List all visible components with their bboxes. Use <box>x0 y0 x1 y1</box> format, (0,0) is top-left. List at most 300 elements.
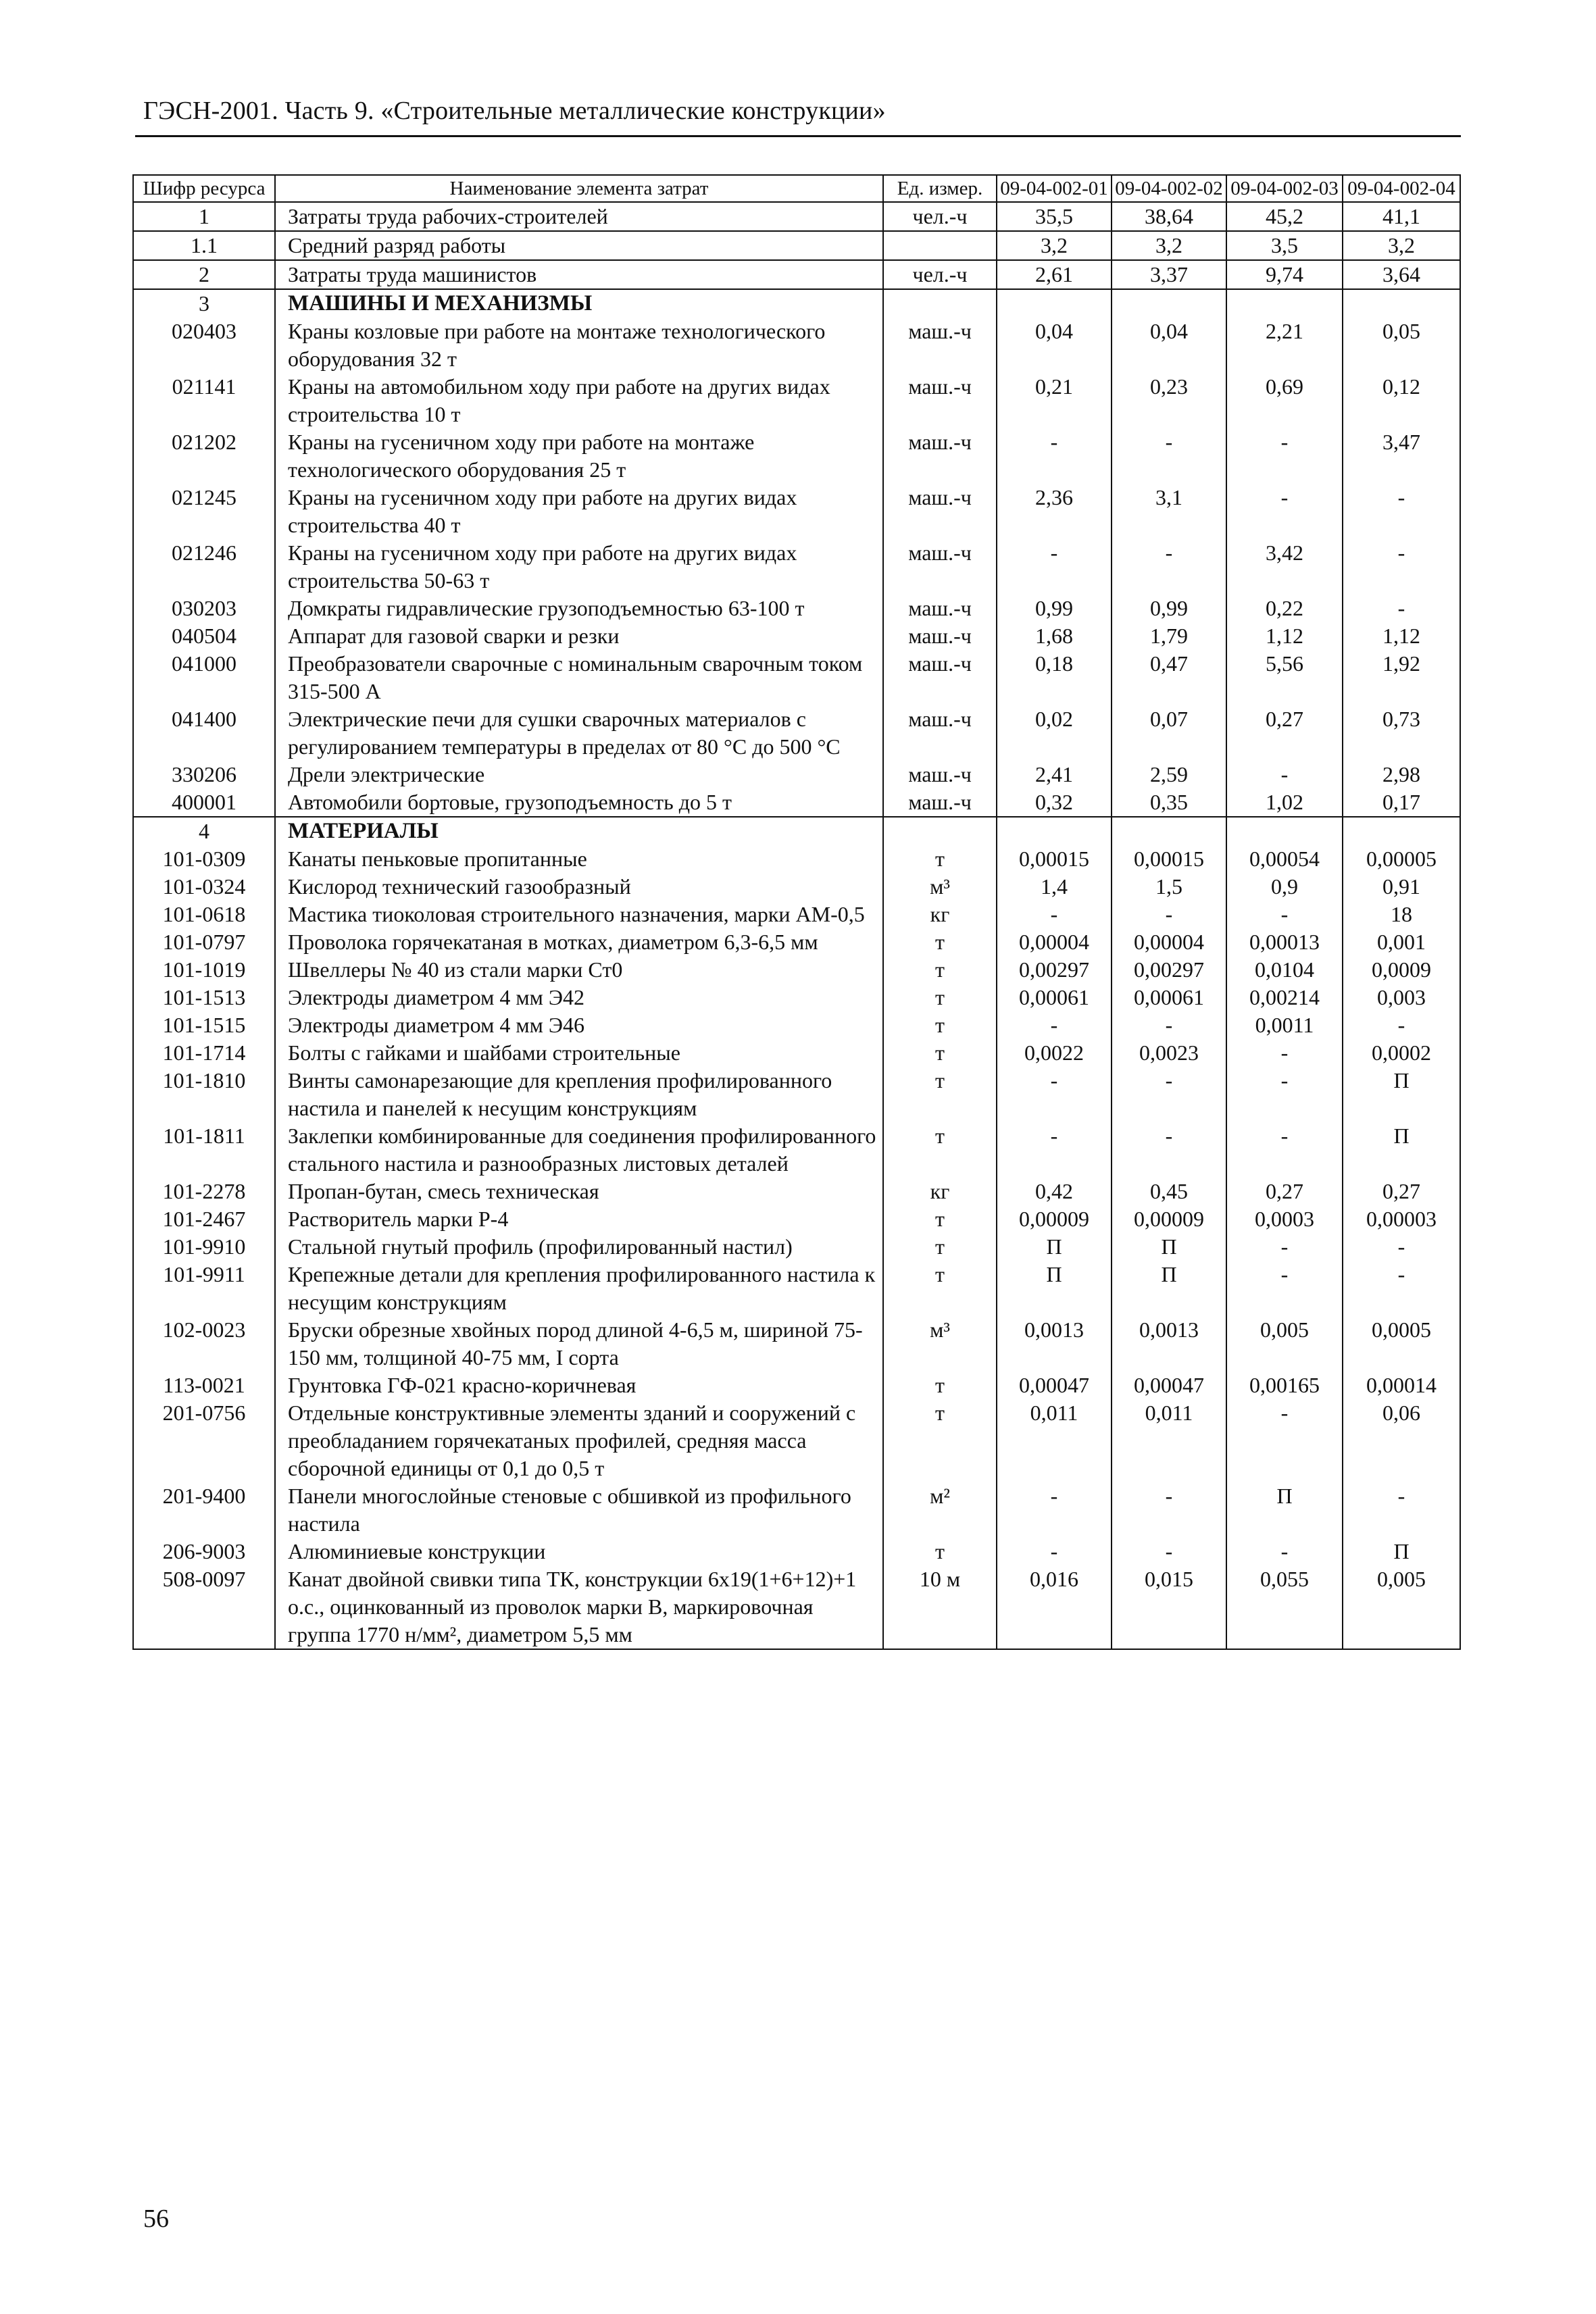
norm-value-cell: - <box>1343 1482 1460 1538</box>
norm-value-cell: - <box>1112 428 1226 484</box>
cost-element-name-cell: Крепежные детали для крепления профилированного настила к несущим конструкциям <box>275 1261 883 1316</box>
norm-value-cell: П <box>1112 1233 1226 1261</box>
unit-cell: т <box>883 956 997 984</box>
norm-value-cell: 0,9 <box>1226 873 1343 901</box>
norm-value-cell <box>997 817 1112 845</box>
table-header-row <box>133 175 1460 202</box>
cost-element-name-cell: Отдельные конструктивные элементы зданий и сооружений с преобладанием горячекатаных профилей, средняя масса сборочной единицы от 0,1 до 0,5 т <box>275 1399 883 1482</box>
norm-value-cell: 0,32 <box>997 788 1112 817</box>
norm-value-cell: 0,00054 <box>1226 845 1343 873</box>
unit-cell: т <box>883 1233 997 1261</box>
norm-value-cell: 0,00047 <box>1112 1372 1226 1399</box>
norm-value-cell <box>1226 817 1343 845</box>
resource-code-cell: 020403 <box>133 318 275 373</box>
cost-element-name-cell: Домкраты гидравлические грузоподъемностью 63-100 т <box>275 595 883 622</box>
resource-code-cell: 101-0618 <box>133 901 275 928</box>
norm-value-cell: - <box>1226 901 1343 928</box>
cost-element-name-cell: Заклепки комбинированные для соединения профилированного стального настила и разнообразных листовых деталей <box>275 1122 883 1178</box>
resource-code-cell: 021202 <box>133 428 275 484</box>
cost-element-name-cell: Грунтовка ГФ-021 красно-коричневая <box>275 1372 883 1399</box>
table-row <box>133 1178 1460 1205</box>
unit-cell: т <box>883 1122 997 1178</box>
cost-element-name-cell: Винты самонарезающие для крепления профилированного настила и панелей к несущим конструкциям <box>275 1067 883 1122</box>
norm-value-cell: 0,005 <box>1226 1316 1343 1372</box>
running-header: ГЭСН-2001. Часть 9. «Строительные металлические конструкции» <box>143 97 886 125</box>
norm-value-cell: 0,04 <box>1112 318 1226 373</box>
unit-cell <box>883 231 997 260</box>
norm-value-cell: - <box>997 1067 1112 1122</box>
table-row <box>133 873 1460 901</box>
cost-element-name-cell: Болты с гайками и шайбами строительные <box>275 1039 883 1067</box>
norm-value-cell: 0,0002 <box>1343 1039 1460 1067</box>
norm-value-cell: - <box>1226 1538 1343 1565</box>
table-row <box>133 1233 1460 1261</box>
norm-value-cell: - <box>1343 484 1460 539</box>
norm-value-cell <box>1343 289 1460 318</box>
cost-element-name-cell: Растворитель марки Р-4 <box>275 1205 883 1233</box>
norm-value-cell: П <box>1343 1067 1460 1122</box>
resource-code-cell: 201-9400 <box>133 1482 275 1538</box>
col-header-code: Шифр ресурса <box>133 175 275 202</box>
resource-code-cell: 101-9910 <box>133 1233 275 1261</box>
col-header-unit: Ед. измер. <box>883 175 997 202</box>
table-row <box>133 1039 1460 1067</box>
norm-value-cell: 3,47 <box>1343 428 1460 484</box>
norm-value-cell: 0,00047 <box>997 1372 1112 1399</box>
table-row <box>133 901 1460 928</box>
col-header-norm-3: 09-04-002-03 <box>1226 175 1343 202</box>
norm-value-cell: 0,0023 <box>1112 1039 1226 1067</box>
norm-value-cell: - <box>1343 1261 1460 1316</box>
table-row <box>133 1316 1460 1372</box>
resource-code-cell: 201-0756 <box>133 1399 275 1482</box>
norm-value-cell: 2,36 <box>997 484 1112 539</box>
table-row <box>133 1482 1460 1538</box>
table-row <box>133 788 1460 817</box>
norm-value-cell: - <box>1226 1261 1343 1316</box>
cost-element-name-cell: Алюминиевые конструкции <box>275 1538 883 1565</box>
resource-code-cell: 041000 <box>133 650 275 705</box>
table-row <box>133 1399 1460 1482</box>
table-row <box>133 260 1460 289</box>
cost-element-name-cell: Затраты труда машинистов <box>275 260 883 289</box>
norm-value-cell: 1,68 <box>997 622 1112 650</box>
norm-value-cell: 0,00009 <box>997 1205 1112 1233</box>
norm-value-cell <box>1343 817 1460 845</box>
table-row <box>133 622 1460 650</box>
resource-code-cell: 021141 <box>133 373 275 428</box>
norm-value-cell: 0,00009 <box>1112 1205 1226 1233</box>
norm-value-cell: 0,00003 <box>1343 1205 1460 1233</box>
cost-element-name-cell: Пропан-бутан, смесь техническая <box>275 1178 883 1205</box>
resource-code-cell: 101-9911 <box>133 1261 275 1316</box>
norm-value-cell: 0,0013 <box>1112 1316 1226 1372</box>
norm-value-cell: 3,37 <box>1112 260 1226 289</box>
norm-value-cell: 0,27 <box>1226 705 1343 761</box>
resource-code-cell: 101-1019 <box>133 956 275 984</box>
table-body <box>133 202 1460 1649</box>
table-row <box>133 705 1460 761</box>
norm-value-cell: 0,00004 <box>997 928 1112 956</box>
norm-value-cell: П <box>997 1261 1112 1316</box>
unit-cell: кг <box>883 1178 997 1205</box>
resource-code-cell: 101-0309 <box>133 845 275 873</box>
norm-value-cell: - <box>997 428 1112 484</box>
norm-value-cell: - <box>1112 1482 1226 1538</box>
norm-value-cell: - <box>1343 1011 1460 1039</box>
cost-element-name-cell: Автомобили бортовые, грузоподъемность до 5 т <box>275 788 883 817</box>
norm-value-cell: 0,27 <box>1343 1178 1460 1205</box>
norm-value-cell: 0,00015 <box>1112 845 1226 873</box>
norm-value-cell: 18 <box>1343 901 1460 928</box>
norm-value-cell: 5,56 <box>1226 650 1343 705</box>
norm-value-cell: 0,69 <box>1226 373 1343 428</box>
norm-value-cell: 0,17 <box>1343 788 1460 817</box>
norm-value-cell: 0,00297 <box>1112 956 1226 984</box>
norm-value-cell: - <box>997 1482 1112 1538</box>
cost-element-name-cell: Бруски обрезные хвойных пород длиной 4-6,5 м, шириной 75-150 мм, толщиной 40-75 мм, I сорта <box>275 1316 883 1372</box>
table-row <box>133 1565 1460 1649</box>
table-row <box>133 1122 1460 1178</box>
norm-value-cell: 0,011 <box>1112 1399 1226 1482</box>
header-rule <box>135 135 1461 137</box>
unit-cell: маш.-ч <box>883 761 997 788</box>
table-row <box>133 817 1460 845</box>
table-row <box>133 484 1460 539</box>
resource-code-cell: 021245 <box>133 484 275 539</box>
norm-value-cell: 0,00297 <box>997 956 1112 984</box>
norm-value-cell: 0,001 <box>1343 928 1460 956</box>
norm-value-cell: 0,12 <box>1343 373 1460 428</box>
unit-cell: т <box>883 928 997 956</box>
cost-element-name-cell: Электроды диаметром 4 мм Э46 <box>275 1011 883 1039</box>
norm-value-cell: 0,0009 <box>1343 956 1460 984</box>
cost-element-name-cell: Аппарат для газовой сварки и резки <box>275 622 883 650</box>
norm-value-cell: - <box>1112 1122 1226 1178</box>
cost-element-name-cell: Кислород технический газообразный <box>275 873 883 901</box>
table-row <box>133 928 1460 956</box>
resource-code-cell: 1 <box>133 202 275 231</box>
resource-code-cell: 021246 <box>133 539 275 595</box>
unit-cell: т <box>883 1538 997 1565</box>
norm-value-cell: 0,00061 <box>1112 984 1226 1011</box>
norm-value-cell: 0,06 <box>1343 1399 1460 1482</box>
unit-cell: маш.-ч <box>883 650 997 705</box>
col-header-norm-1: 09-04-002-01 <box>997 175 1112 202</box>
table-row <box>133 373 1460 428</box>
resource-code-cell: 508-0097 <box>133 1565 275 1649</box>
cost-element-name-cell: Краны козловые при работе на монтаже технологического оборудования 32 т <box>275 318 883 373</box>
table-row <box>133 318 1460 373</box>
norm-value-cell: 0,47 <box>1112 650 1226 705</box>
norm-value-cell <box>997 289 1112 318</box>
cost-element-name-cell: Краны на гусеничном ходу при работе на других видах строительства 40 т <box>275 484 883 539</box>
norm-value-cell: 0,99 <box>997 595 1112 622</box>
norm-value-cell: - <box>997 1011 1112 1039</box>
norm-value-cell: 2,98 <box>1343 761 1460 788</box>
norm-value-cell: 0,0011 <box>1226 1011 1343 1039</box>
norm-value-cell: 0,91 <box>1343 873 1460 901</box>
unit-cell: м² <box>883 1482 997 1538</box>
resource-code-cell: 101-1513 <box>133 984 275 1011</box>
unit-cell: маш.-ч <box>883 622 997 650</box>
norm-value-cell: 1,02 <box>1226 788 1343 817</box>
resource-code-cell: 330206 <box>133 761 275 788</box>
resource-code-cell: 113-0021 <box>133 1372 275 1399</box>
norm-value-cell: - <box>1343 595 1460 622</box>
norm-value-cell: 1,4 <box>997 873 1112 901</box>
norm-value-cell: 2,59 <box>1112 761 1226 788</box>
norm-value-cell: 45,2 <box>1226 202 1343 231</box>
table-row <box>133 202 1460 231</box>
norm-value-cell: 0,0022 <box>997 1039 1112 1067</box>
table-row <box>133 845 1460 873</box>
resource-code-cell: 101-2467 <box>133 1205 275 1233</box>
cost-element-name-cell: Краны на гусеничном ходу при работе на монтаже технологического оборудования 25 т <box>275 428 883 484</box>
norm-value-cell: 2,21 <box>1226 318 1343 373</box>
norm-value-cell: 3,42 <box>1226 539 1343 595</box>
norm-value-cell: П <box>1112 1261 1226 1316</box>
resource-code-cell: 101-0797 <box>133 928 275 956</box>
unit-cell: т <box>883 1205 997 1233</box>
cost-element-name-cell: Канат двойной свивки типа ТК, конструкции 6х19(1+6+12)+1 о.с., оцинкованный из проволок марки В, маркировочная группа 1770 н/мм², диаметром 5,5 мм <box>275 1565 883 1649</box>
norm-value-cell: 1,5 <box>1112 873 1226 901</box>
unit-cell: т <box>883 845 997 873</box>
unit-cell: маш.-ч <box>883 484 997 539</box>
norm-value-cell: 0,27 <box>1226 1178 1343 1205</box>
resource-code-cell: 101-1810 <box>133 1067 275 1122</box>
unit-cell: м³ <box>883 1316 997 1372</box>
cost-element-name-cell: Дрели электрические <box>275 761 883 788</box>
norm-value-cell: - <box>1226 1067 1343 1122</box>
cost-element-name-cell: Краны на гусеничном ходу при работе на других видах строительства 50-63 т <box>275 539 883 595</box>
norm-value-cell: 0,21 <box>997 373 1112 428</box>
table-row <box>133 1067 1460 1122</box>
norm-value-cell: 3,2 <box>1112 231 1226 260</box>
resource-code-cell: 030203 <box>133 595 275 622</box>
table-row <box>133 289 1460 318</box>
norm-value-cell: - <box>1226 1122 1343 1178</box>
cost-element-name-cell: Электрические печи для сушки сварочных материалов с регулированием температуры в пределах от 80 °С до 500 °С <box>275 705 883 761</box>
table-row <box>133 428 1460 484</box>
unit-cell: чел.-ч <box>883 260 997 289</box>
table-row <box>133 1538 1460 1565</box>
unit-cell: т <box>883 1372 997 1399</box>
norm-value-cell: - <box>1112 539 1226 595</box>
norm-value-cell: 3,64 <box>1343 260 1460 289</box>
norm-value-cell: - <box>1226 428 1343 484</box>
resource-code-cell: 4 <box>133 817 275 845</box>
cost-element-name-cell: Преобразователи сварочные с номинальным сварочным током 315-500 А <box>275 650 883 705</box>
norm-value-cell: - <box>1226 1399 1343 1482</box>
norm-value-cell: - <box>1112 1011 1226 1039</box>
norm-value-cell: 0,05 <box>1343 318 1460 373</box>
unit-cell: маш.-ч <box>883 595 997 622</box>
unit-cell: т <box>883 1399 997 1482</box>
table-row <box>133 539 1460 595</box>
norm-value-cell: 0,35 <box>1112 788 1226 817</box>
norm-value-cell: 3,5 <box>1226 231 1343 260</box>
norm-value-cell: 3,1 <box>1112 484 1226 539</box>
norm-value-cell: - <box>1226 484 1343 539</box>
norm-value-cell: - <box>997 1538 1112 1565</box>
cost-element-name-cell: Затраты труда рабочих-строителей <box>275 202 883 231</box>
unit-cell: т <box>883 1011 997 1039</box>
norm-value-cell: - <box>1343 539 1460 595</box>
norm-value-cell: 0,015 <box>1112 1565 1226 1649</box>
unit-cell: маш.-ч <box>883 705 997 761</box>
cost-element-name-cell: Стальной гнутый профиль (профилированный настил) <box>275 1233 883 1261</box>
norm-value-cell: 3,2 <box>1343 231 1460 260</box>
norm-value-cell: 0,00214 <box>1226 984 1343 1011</box>
norm-value-cell: 0,07 <box>1112 705 1226 761</box>
norm-value-cell: - <box>1112 1067 1226 1122</box>
cost-element-name-cell: Краны на автомобильном ходу при работе на других видах строительства 10 т <box>275 373 883 428</box>
norm-value-cell <box>1226 289 1343 318</box>
table-row <box>133 1372 1460 1399</box>
table-row <box>133 761 1460 788</box>
norm-value-cell: - <box>997 901 1112 928</box>
table-row <box>133 1011 1460 1039</box>
table-row <box>133 1205 1460 1233</box>
resource-code-cell: 1.1 <box>133 231 275 260</box>
norm-value-cell: 35,5 <box>997 202 1112 231</box>
norm-value-cell: 0,0005 <box>1343 1316 1460 1372</box>
norm-value-cell: П <box>1343 1122 1460 1178</box>
norm-value-cell: 0,005 <box>1343 1565 1460 1649</box>
norm-value-cell: 3,2 <box>997 231 1112 260</box>
resource-code-cell: 206-9003 <box>133 1538 275 1565</box>
norm-value-cell: 0,00004 <box>1112 928 1226 956</box>
norm-value-cell: - <box>1112 1538 1226 1565</box>
norm-value-cell: 1,92 <box>1343 650 1460 705</box>
cost-element-name-cell: Электроды диаметром 4 мм Э42 <box>275 984 883 1011</box>
norm-value-cell: - <box>1226 1233 1343 1261</box>
resource-code-cell: 3 <box>133 289 275 318</box>
unit-cell <box>883 289 997 318</box>
norm-value-cell: 0,00061 <box>997 984 1112 1011</box>
unit-cell: т <box>883 984 997 1011</box>
col-header-norm-4: 09-04-002-04 <box>1343 175 1460 202</box>
norm-value-cell: 0,99 <box>1112 595 1226 622</box>
norm-value-cell: 0,016 <box>997 1565 1112 1649</box>
cost-element-name-cell: МАШИНЫ И МЕХАНИЗМЫ <box>275 289 883 318</box>
norm-value-cell: П <box>1343 1538 1460 1565</box>
norm-value-cell: 2,41 <box>997 761 1112 788</box>
cost-element-name-cell: МАТЕРИАЛЫ <box>275 817 883 845</box>
table-row <box>133 231 1460 260</box>
unit-cell: м³ <box>883 873 997 901</box>
resource-code-cell: 040504 <box>133 622 275 650</box>
norm-value-cell: - <box>997 539 1112 595</box>
table-row <box>133 650 1460 705</box>
cost-element-name-cell: Мастика тиоколовая строительного назначения, марки АМ-0,5 <box>275 901 883 928</box>
norm-value-cell: 0,00014 <box>1343 1372 1460 1399</box>
resource-code-cell: 101-1515 <box>133 1011 275 1039</box>
norm-value-cell: 0,0013 <box>997 1316 1112 1372</box>
norm-value-cell: 0,00013 <box>1226 928 1343 956</box>
unit-cell: маш.-ч <box>883 539 997 595</box>
norm-value-cell: 0,011 <box>997 1399 1112 1482</box>
unit-cell: чел.-ч <box>883 202 997 231</box>
unit-cell: маш.-ч <box>883 428 997 484</box>
resource-code-cell: 041400 <box>133 705 275 761</box>
norm-value-cell: 0,23 <box>1112 373 1226 428</box>
unit-cell: кг <box>883 901 997 928</box>
norm-value-cell: 41,1 <box>1343 202 1460 231</box>
norm-value-cell: П <box>1226 1482 1343 1538</box>
norm-value-cell <box>1112 289 1226 318</box>
unit-cell: маш.-ч <box>883 373 997 428</box>
table-row <box>133 956 1460 984</box>
table-row <box>133 595 1460 622</box>
norm-value-cell: 0,0104 <box>1226 956 1343 984</box>
resource-code-cell: 101-2278 <box>133 1178 275 1205</box>
norm-value-cell: - <box>997 1122 1112 1178</box>
norm-value-cell <box>1112 817 1226 845</box>
resource-code-cell: 101-1714 <box>133 1039 275 1067</box>
table-row <box>133 984 1460 1011</box>
resource-code-cell: 400001 <box>133 788 275 817</box>
cost-element-name-cell: Канаты пеньковые пропитанные <box>275 845 883 873</box>
col-header-norm-2: 09-04-002-02 <box>1112 175 1226 202</box>
page-number: 56 <box>143 2205 169 2233</box>
resource-code-cell: 2 <box>133 260 275 289</box>
unit-cell: т <box>883 1067 997 1122</box>
norm-value-cell: П <box>997 1233 1112 1261</box>
norm-value-cell: 2,61 <box>997 260 1112 289</box>
norm-value-cell: 0,00165 <box>1226 1372 1343 1399</box>
unit-cell: маш.-ч <box>883 788 997 817</box>
cost-element-name-cell: Средний разряд работы <box>275 231 883 260</box>
norm-value-cell: 0,0003 <box>1226 1205 1343 1233</box>
resource-code-cell: 102-0023 <box>133 1316 275 1372</box>
cost-element-name-cell: Проволока горячекатаная в мотках, диаметром 6,3-6,5 мм <box>275 928 883 956</box>
unit-cell: т <box>883 1039 997 1067</box>
unit-cell <box>883 817 997 845</box>
norm-value-cell: 0,003 <box>1343 984 1460 1011</box>
resource-code-cell: 101-1811 <box>133 1122 275 1178</box>
norm-value-cell: 1,12 <box>1343 622 1460 650</box>
norm-value-cell: - <box>1343 1233 1460 1261</box>
cost-element-name-cell: Швеллеры № 40 из стали марки Ст0 <box>275 956 883 984</box>
unit-cell: т <box>883 1261 997 1316</box>
norm-value-cell: - <box>1226 761 1343 788</box>
norm-value-cell: 0,00015 <box>997 845 1112 873</box>
unit-cell: 10 м <box>883 1565 997 1649</box>
norm-value-cell: 0,22 <box>1226 595 1343 622</box>
norm-value-cell: 0,42 <box>997 1178 1112 1205</box>
norm-value-cell: 9,74 <box>1226 260 1343 289</box>
norm-value-cell: 1,12 <box>1226 622 1343 650</box>
norm-value-cell: 1,79 <box>1112 622 1226 650</box>
col-header-name: Наименование элемента затрат <box>275 175 883 202</box>
norm-value-cell: 0,45 <box>1112 1178 1226 1205</box>
resource-norm-table <box>132 174 1461 1650</box>
norm-value-cell: 0,73 <box>1343 705 1460 761</box>
norm-value-cell: 0,04 <box>997 318 1112 373</box>
unit-cell: маш.-ч <box>883 318 997 373</box>
norm-value-cell: 0,18 <box>997 650 1112 705</box>
norm-value-cell: - <box>1112 901 1226 928</box>
norm-value-cell: 0,02 <box>997 705 1112 761</box>
cost-element-name-cell: Панели многослойные стеновые с обшивкой из профильного настила <box>275 1482 883 1538</box>
resource-code-cell: 101-0324 <box>133 873 275 901</box>
norm-value-cell: 38,64 <box>1112 202 1226 231</box>
norm-value-cell: - <box>1226 1039 1343 1067</box>
table-row <box>133 1261 1460 1316</box>
norm-value-cell: 0,055 <box>1226 1565 1343 1649</box>
